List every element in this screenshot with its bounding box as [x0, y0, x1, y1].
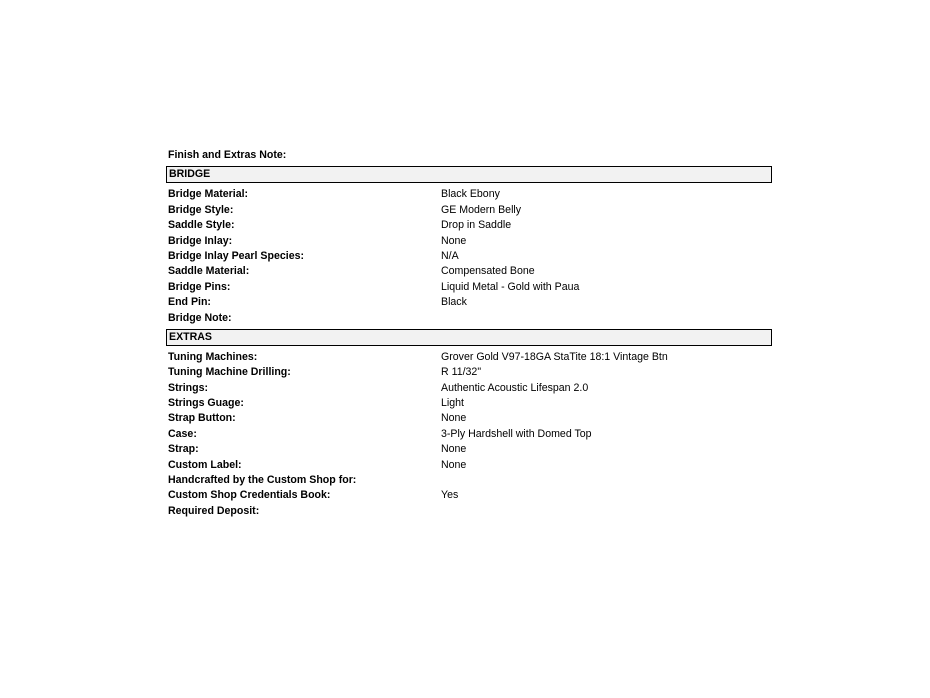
field-value: Black Ebony — [441, 188, 500, 201]
field-value: Liquid Metal - Gold with Paua — [441, 280, 580, 293]
extras-row — [166, 365, 772, 380]
bridge-row — [166, 203, 772, 218]
field-value: Grover Gold V97-18GA StaTite 18:1 Vintage Btn — [441, 350, 668, 363]
extras-row — [166, 396, 772, 411]
field-value: None — [441, 412, 467, 425]
bridge-rows — [166, 187, 772, 326]
bridge-row — [166, 264, 772, 279]
field-label: End Pin: — [168, 296, 211, 309]
field-label: Bridge Note: — [168, 311, 232, 324]
bridge-row — [166, 218, 772, 233]
field-label: Tuning Machine Drilling: — [168, 366, 291, 379]
bridge-row — [166, 187, 772, 202]
field-value: GE Modern Belly — [441, 203, 522, 216]
field-label: Bridge Inlay Pearl Species: — [168, 249, 305, 262]
section-header-bridge: BRIDGE — [166, 166, 772, 183]
extras-row — [166, 442, 772, 457]
bridge-row — [166, 295, 772, 310]
bridge-row — [166, 311, 772, 326]
field-value: Compensated Bone — [441, 265, 535, 278]
field-label: Bridge Style: — [168, 203, 234, 216]
field-value: Black — [441, 296, 467, 309]
field-label: Handcrafted by the Custom Shop for: — [168, 474, 357, 487]
field-label: Bridge Inlay: — [168, 234, 233, 247]
field-value: Yes — [441, 489, 459, 502]
field-value: Drop in Saddle — [441, 219, 512, 232]
extras-row — [166, 458, 772, 473]
bridge-row — [166, 249, 772, 264]
field-value: None — [441, 458, 467, 471]
field-value: Authentic Acoustic Lifespan 2.0 — [441, 381, 589, 394]
extras-row — [166, 411, 772, 426]
field-label: Bridge Material: — [168, 188, 249, 201]
extras-rows — [166, 350, 772, 519]
field-label: Saddle Material: — [168, 265, 250, 278]
field-value: R 11/32" — [441, 366, 482, 379]
bridge-row — [166, 280, 772, 295]
field-label: Bridge Pins: — [168, 280, 231, 293]
field-value: None — [441, 234, 467, 247]
field-label: Tuning Machines: — [168, 350, 258, 363]
finish-note-row — [166, 148, 772, 163]
section-header-extras: EXTRAS — [166, 329, 772, 346]
field-value: 3-Ply Hardshell with Domed Top — [441, 427, 592, 440]
bridge-row — [166, 234, 772, 249]
field-label: Custom Shop Credentials Book: — [168, 489, 331, 502]
field-label: Case: — [168, 427, 197, 440]
extras-row — [166, 350, 772, 365]
field-label: Strings Guage: — [168, 397, 244, 410]
field-label: Saddle Style: — [168, 219, 235, 232]
extras-row — [166, 381, 772, 396]
field-label: Strings: — [168, 381, 209, 394]
extras-row — [166, 488, 772, 503]
field-label: Required Deposit: — [168, 504, 260, 517]
extras-row — [166, 473, 772, 488]
field-label: Custom Label: — [168, 458, 242, 471]
extras-row — [166, 427, 772, 442]
field-label: Strap: — [168, 443, 199, 456]
extras-row — [166, 504, 772, 519]
field-value: Light — [441, 397, 464, 410]
field-value: None — [441, 443, 467, 456]
field-label: Finish and Extras Note: — [168, 149, 287, 161]
field-label: Strap Button: — [168, 412, 236, 425]
spec-sheet — [166, 148, 772, 519]
field-value: N/A — [441, 249, 459, 262]
